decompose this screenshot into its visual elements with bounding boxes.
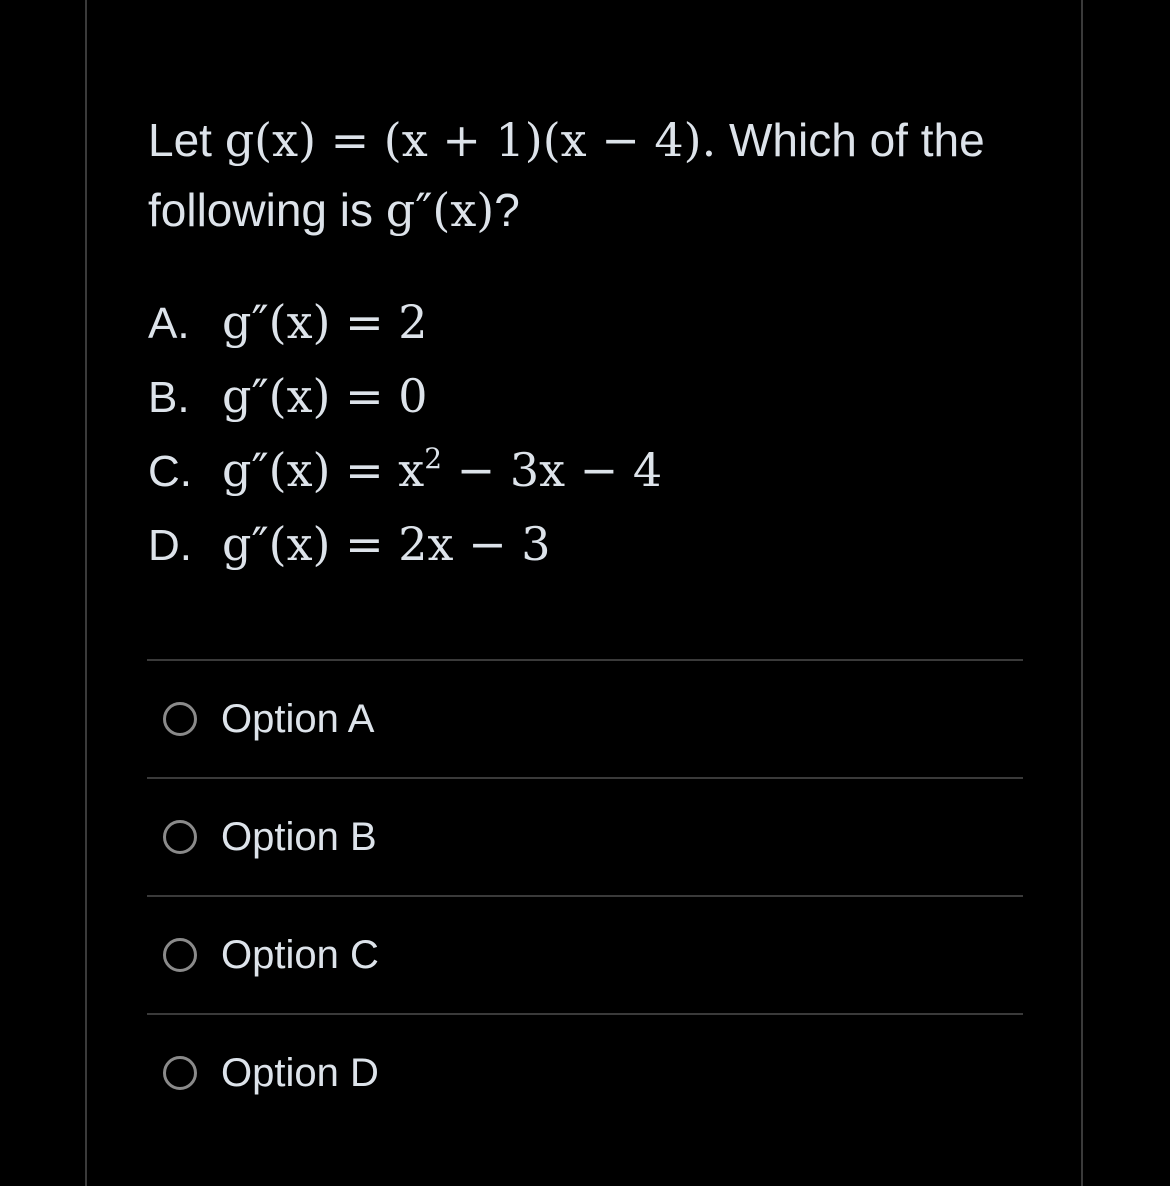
choice-d xyxy=(148,508,662,582)
choice-letter: C. xyxy=(148,447,192,496)
choice-equation: g″(x) = 2 xyxy=(222,295,428,349)
option-d-row[interactable] xyxy=(147,1013,1023,1131)
radio-button-icon[interactable] xyxy=(163,702,197,736)
choice-equation: g″(x) = 2x − 3 xyxy=(222,517,551,571)
question-target: g″(x) xyxy=(385,183,495,237)
choice-letter: B. xyxy=(148,373,190,422)
option-label: Option A xyxy=(221,696,375,741)
question-suffix: ? xyxy=(494,184,520,236)
option-a-row[interactable] xyxy=(147,659,1023,777)
option-label: Option C xyxy=(221,932,379,977)
radio-button-icon[interactable] xyxy=(163,1056,197,1090)
option-b-row[interactable] xyxy=(147,777,1023,895)
question-prefix: Let xyxy=(148,114,225,166)
question-middle: Which of the following is xyxy=(148,114,985,236)
choice-b xyxy=(148,360,662,434)
radio-button-icon[interactable] xyxy=(163,938,197,972)
answer-choices xyxy=(148,286,662,582)
option-c-row[interactable] xyxy=(147,895,1023,1013)
choice-equation: g″(x) = 0 xyxy=(222,369,428,423)
question-text xyxy=(148,105,1028,245)
choice-letter: A. xyxy=(148,299,190,348)
function-definition: g(x) = (x + 1)(x − 4). xyxy=(224,113,717,167)
option-label: Option D xyxy=(221,1050,379,1095)
choice-equation: $g''(x) = x^2 - 3x - 4$ xyxy=(222,442,663,497)
choice-letter: D. xyxy=(148,521,192,570)
option-label: Option B xyxy=(221,814,377,859)
radio-button-icon[interactable] xyxy=(163,820,197,854)
choice-c xyxy=(148,434,662,508)
option-list xyxy=(147,659,1023,1131)
choice-a xyxy=(148,286,662,360)
